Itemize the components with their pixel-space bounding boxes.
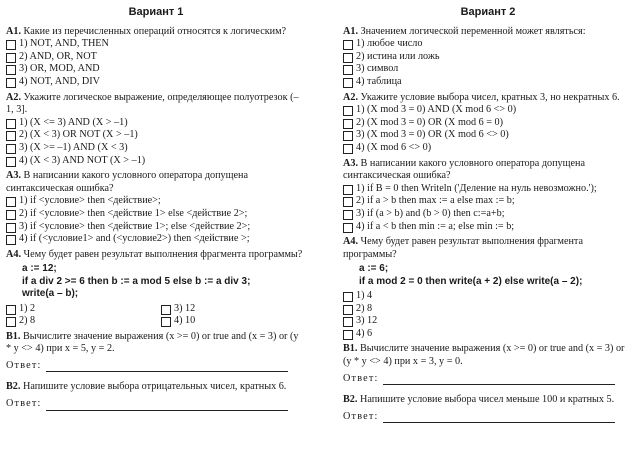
question-text: В написании какого условного оператора допущена синтаксическая ошибка? (343, 157, 585, 182)
answer-option[interactable] (6, 51, 306, 64)
answer-option[interactable] (343, 221, 633, 234)
checkbox[interactable] (6, 305, 16, 315)
answer-field (6, 360, 306, 373)
question-text: Какие из перечисленных операций относятся к логическим? (23, 25, 287, 37)
answer-option[interactable] (343, 208, 633, 221)
checkbox[interactable] (343, 40, 353, 50)
option-label: 4) (X mod 6 <> 0) (356, 141, 432, 153)
answer-label: Ответ: (6, 359, 42, 371)
question-number: В1. (6, 330, 21, 342)
v1-question-a1 (6, 26, 306, 89)
question-number: А3. (6, 170, 21, 182)
v2-question-a1 (343, 26, 633, 89)
question-number: В1. (343, 343, 358, 355)
v1-question-b2 (6, 381, 306, 410)
checkbox[interactable] (6, 144, 16, 154)
v2-question-b1 (343, 343, 633, 385)
question-number: А2. (6, 91, 21, 103)
answer-option[interactable] (6, 129, 306, 142)
v1-question-a3 (6, 170, 306, 246)
option-label: 1) любое число (356, 38, 423, 50)
question-number: А4. (343, 236, 358, 248)
checkbox[interactable] (343, 197, 353, 207)
answer-option[interactable] (6, 208, 306, 221)
checkbox[interactable] (343, 53, 353, 63)
code-fragment (359, 263, 633, 288)
option-label: 3) if (a > b) and (b > 0) then c:=a+b; (356, 207, 505, 219)
question-text: Чему будет равен результат выполнения фрагмента программы? (23, 248, 303, 260)
answer-label: Ответ: (343, 410, 379, 422)
checkbox[interactable] (6, 317, 16, 327)
answer-line-input[interactable] (46, 361, 288, 372)
checkbox[interactable] (343, 223, 353, 233)
question-number: А4. (6, 248, 21, 260)
answer-line-input[interactable] (383, 374, 615, 385)
option-label: 4) (X < 3) AND NOT (X > –1) (19, 154, 146, 166)
question-text: Чему будет равен результат выполнения фрагмента программы? (343, 236, 584, 260)
answer-option[interactable] (6, 155, 306, 168)
option-label: 1) 4 (356, 290, 373, 302)
option-label: 3) 12 (174, 302, 196, 314)
answer-option[interactable] (6, 303, 151, 316)
answer-label: Ответ: (343, 372, 379, 384)
checkbox[interactable] (343, 305, 353, 315)
code-line: if a div 2 >= 6 then b := a mod 5 else b := a div 3; (22, 275, 251, 287)
checkbox[interactable] (343, 119, 353, 129)
answer-option[interactable] (6, 76, 306, 89)
answer-option[interactable] (6, 63, 306, 76)
answer-option[interactable] (6, 233, 306, 246)
answer-option[interactable] (343, 38, 633, 51)
option-label: 3) 12 (356, 315, 378, 327)
option-label: 2) if a > b then max := a else max := b; (356, 195, 515, 207)
v1-question-a4 (6, 249, 306, 328)
checkbox[interactable] (6, 53, 16, 63)
option-label: 1) if B = 0 then Writeln ('Деление на нуль невозможно.'); (356, 182, 597, 194)
code-fragment (22, 263, 306, 300)
checkbox[interactable] (343, 144, 353, 154)
checkbox[interactable] (343, 210, 353, 220)
option-label: 4) if (<условие1> and (<условие2>) then <действие >; (19, 233, 250, 245)
question-number: В2. (6, 381, 21, 393)
checkbox[interactable] (343, 78, 353, 88)
question-text: Укажите условие выбора чисел, кратных 3, но некратных 6. (360, 91, 620, 103)
answer-option[interactable] (6, 221, 306, 234)
question-number: А1. (6, 25, 21, 37)
v1-question-b1 (6, 331, 306, 373)
option-label: 2) 8 (19, 315, 36, 327)
option-label: 1) (X <= 3) AND (X > –1) (19, 116, 128, 128)
answer-field (343, 373, 633, 386)
option-label: 2) истина или ложь (356, 50, 440, 62)
option-label: 1) if <условие> then <действие>; (19, 195, 161, 207)
option-label: 2) if <условие> then <действие 1> else <действие 2>; (19, 207, 248, 219)
checkbox[interactable] (6, 131, 16, 141)
question-number: А1. (343, 25, 358, 37)
code-line: write(a – b); (22, 288, 79, 300)
v2-question-a4 (343, 236, 633, 340)
option-label: 3) OR, MOD, AND (19, 63, 100, 75)
option-label: 3) (X >= –1) AND (X < 3) (19, 141, 128, 153)
answer-label: Ответ: (6, 398, 42, 410)
answer-option[interactable] (343, 303, 633, 316)
variant-2-title: Вариант 2 (460, 6, 516, 18)
answer-line-input[interactable] (383, 412, 615, 423)
answer-option[interactable] (6, 315, 151, 328)
checkbox[interactable] (343, 65, 353, 75)
answer-line-input[interactable] (46, 400, 288, 411)
checkbox[interactable] (343, 106, 353, 116)
option-label: 3) (X mod 3 = 0) OR (X mod 6 <> 0) (356, 129, 509, 141)
checkbox[interactable] (343, 185, 353, 195)
checkbox[interactable] (6, 157, 16, 167)
checkbox[interactable] (343, 131, 353, 141)
option-label: 2) 8 (356, 302, 373, 314)
answer-options-grid (6, 303, 306, 328)
answer-option[interactable] (343, 290, 633, 303)
variant-2-column (343, 0, 633, 432)
answer-option[interactable] (6, 38, 306, 51)
checkbox[interactable] (343, 330, 353, 340)
option-label: 1) NOT, AND, THEN (19, 38, 109, 50)
option-label: 1) (X mod 3 = 0) AND (X mod 6 <> 0) (356, 104, 517, 116)
checkbox[interactable] (343, 292, 353, 302)
answer-option[interactable] (343, 183, 633, 196)
question-text: Напишите условие выбора чисел меньше 100 и кратных 5. (359, 394, 615, 406)
answer-option[interactable] (343, 142, 633, 155)
option-label: 4) if a < b then min := a; else min := b; (356, 220, 515, 232)
variant-1-title: Вариант 1 (128, 6, 184, 18)
answer-option[interactable] (343, 328, 633, 341)
question-number: А2. (343, 91, 358, 103)
option-label: 4) 6 (356, 327, 373, 339)
answer-option[interactable] (6, 142, 306, 155)
answer-option[interactable] (343, 63, 633, 76)
v2-question-a3 (343, 158, 633, 234)
answer-field (6, 398, 306, 411)
question-number: В2. (343, 394, 358, 406)
v1-question-a2 (6, 92, 306, 168)
answer-field (343, 411, 633, 424)
checkbox[interactable] (6, 65, 16, 75)
answer-option[interactable] (343, 117, 633, 130)
question-number: А3. (343, 157, 358, 169)
answer-option[interactable] (6, 195, 306, 208)
checkbox[interactable] (6, 235, 16, 245)
checkbox[interactable] (6, 223, 16, 233)
option-label: 3) if <условие> then <действие 1>; else <действие 2>; (19, 220, 251, 232)
checkbox[interactable] (343, 317, 353, 327)
question-text: Вычислите значение выражения (x >= 0) or true and (x = 3) or (y * y <> 4) при x = 3, y = 0. (343, 343, 625, 368)
option-label: 2) (X < 3) OR NOT (X > –1) (19, 129, 138, 141)
checkbox[interactable] (6, 40, 16, 50)
option-label: 4) таблица (356, 75, 402, 87)
checkbox[interactable] (161, 305, 171, 315)
question-text: В написании какого условного оператора допущена синтаксическая ошибка? (6, 170, 248, 194)
option-label: 4) NOT, AND, DIV (19, 75, 101, 87)
option-label: 4) 10 (174, 315, 196, 327)
checkbox[interactable] (6, 210, 16, 220)
question-text: Укажите логическое выражение, определяющее полуотрезок (–1, 3]. (6, 91, 299, 116)
question-text: Напишите условие выбора отрицательных чисел, кратных 6. (22, 381, 287, 393)
option-label: 3) символ (356, 63, 399, 75)
v2-question-b2 (343, 394, 633, 423)
code-line: if a mod 2 = 0 then write(a + 2) else write(a – 2); (359, 275, 583, 287)
answer-option[interactable] (343, 195, 633, 208)
v2-question-a2 (343, 92, 633, 155)
answer-option[interactable] (343, 76, 633, 89)
checkbox[interactable] (6, 78, 16, 88)
answer-option[interactable] (343, 51, 633, 64)
answer-option[interactable] (343, 129, 633, 142)
option-label: 2) AND, OR, NOT (19, 50, 97, 62)
checkbox[interactable] (6, 197, 16, 207)
answer-option[interactable] (343, 315, 633, 328)
answer-option[interactable] (161, 303, 306, 316)
checkbox[interactable] (6, 119, 16, 129)
checkbox[interactable] (161, 317, 171, 327)
code-line: a := 6; (359, 263, 389, 275)
code-line: a := 12; (22, 263, 57, 275)
option-label: 1) 2 (19, 302, 36, 314)
answer-option[interactable] (6, 117, 306, 130)
answer-option[interactable] (343, 104, 633, 117)
variant-1-column (6, 0, 306, 420)
answer-option[interactable] (161, 315, 306, 328)
option-label: 2) (X mod 3 = 0) OR (X mod 6 = 0) (356, 116, 504, 128)
question-text: Значением логической переменной может являться: (360, 25, 586, 37)
question-text: Вычислите значение выражения (x >= 0) or true and (x = 3) or (y * y <> 4) при x = 5, y = 2. (6, 330, 299, 355)
